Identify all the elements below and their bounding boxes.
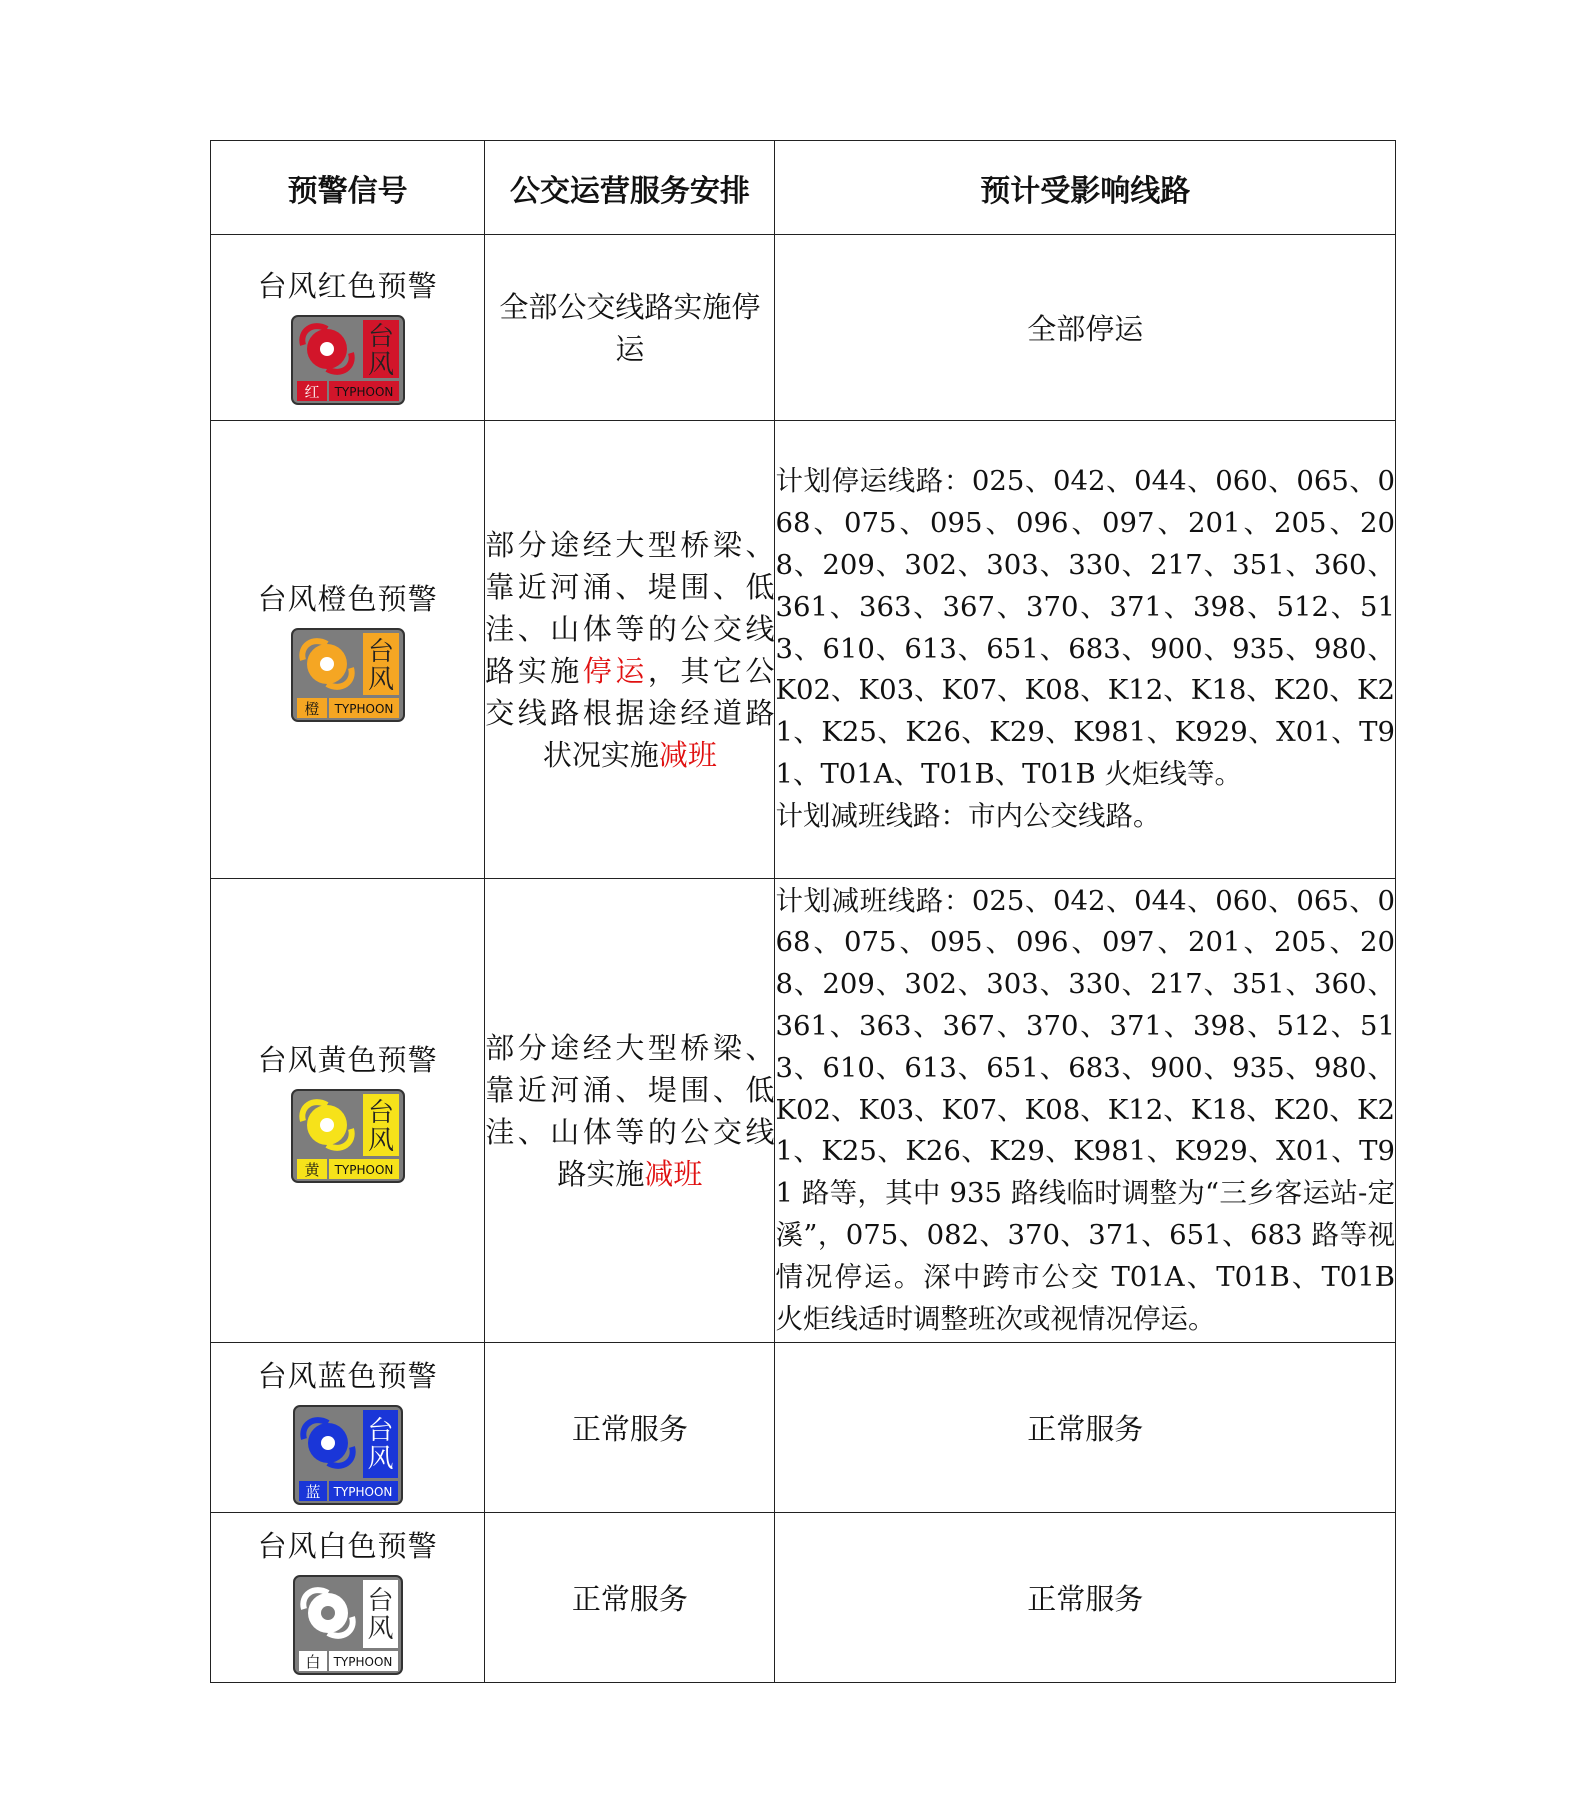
svg-text:红: 红 — [304, 383, 320, 401]
svg-text:蓝: 蓝 — [305, 1483, 321, 1501]
signal-label: 台风红色预警 — [257, 269, 438, 303]
icon-title-char: 风 — [367, 1444, 394, 1474]
service-cell: 正常服务 — [485, 1513, 775, 1683]
typhoon-red-icon — [291, 315, 405, 405]
icon-title-char: 台 — [367, 1416, 394, 1446]
typhoon-blue-icon — [293, 1405, 403, 1505]
icon-title-char: 风 — [367, 665, 394, 695]
signal-cell — [211, 421, 485, 879]
signal-label: 台风黄色预警 — [257, 1043, 438, 1077]
svg-text:TYPHOON: TYPHOON — [334, 1163, 394, 1177]
svg-text:TYPHOON: TYPHOON — [333, 1655, 393, 1669]
highlight-reduce: 减班 — [644, 1156, 703, 1191]
routes-cell: 正常服务 — [775, 1513, 1396, 1683]
service-cell: 部分途经大型桥梁、靠近河涌、堤围、低洼、山体等的公交线路实施减班 — [485, 879, 775, 1343]
typhoon-orange-icon — [291, 628, 405, 722]
table-row — [211, 1343, 1396, 1513]
typhoon-bus-table — [210, 140, 1396, 1683]
signal-cell — [211, 1343, 485, 1513]
icon-title-char: 台 — [367, 1586, 394, 1616]
routes-cell — [775, 879, 1396, 1343]
signal-label: 台风蓝色预警 — [257, 1359, 438, 1393]
typhoon-yellow-icon — [291, 1089, 405, 1183]
signal-cell — [211, 879, 485, 1343]
table-row — [211, 1513, 1396, 1683]
signal-label: 台风白色预警 — [257, 1529, 438, 1563]
routes-cell — [775, 421, 1396, 879]
icon-title-char: 风 — [367, 1126, 394, 1156]
routes-cell: 全部停运 — [775, 235, 1396, 421]
highlight-reduce: 减班 — [658, 737, 717, 772]
header-signal: 预警信号 — [211, 141, 485, 235]
icon-title-char: 台 — [367, 322, 394, 352]
routes-cell: 正常服务 — [775, 1343, 1396, 1513]
svg-text:TYPHOON: TYPHOON — [334, 702, 394, 716]
header-routes: 预计受影响线路 — [775, 141, 1396, 235]
table-row — [211, 421, 1396, 879]
header-row — [211, 141, 1396, 235]
typhoon-white-icon — [293, 1575, 403, 1675]
icon-title-char: 风 — [367, 1614, 394, 1644]
icon-title-char: 台 — [367, 637, 394, 667]
icon-title-char: 台 — [367, 1098, 394, 1128]
svg-text:黄: 黄 — [304, 1161, 320, 1179]
routes-reduce-list: 计划减班线路：025、042、044、060、065、068、075、095、096、097、201、205、208、209、302、303、330、217、351、360、361、363、367、370、371、398、512、513、610、613、651、683、900、935、980、K02、K03、K07、K08、K12、K18、K20、K21、K25、K26、K29、K981、K929、X01、T91 路等，其中 935 路线临时调整为“三乡客运站-定溪”，075、082、370、371、651、683 路等视情况停运。深中跨市公交 T01A、T01B、T01B 火炬线适时调整班次或视情况停运。 — [775, 884, 1395, 1335]
routes-reduce-list: 计划减班线路：市内公交线路。 — [775, 799, 1161, 832]
table-row — [211, 235, 1396, 421]
service-cell: 部分途经大型桥梁、靠近河涌、堤围、低洼、山体等的公交线路实施停运，其它公交线路根据途经道路状况实施减班 — [485, 421, 775, 879]
svg-text:TYPHOON: TYPHOON — [333, 1485, 393, 1499]
routes-stop-list: 计划停运线路：025、042、044、060、065、068、075、095、096、097、201、205、208、209、302、303、330、217、351、360、361、363、367、370、371、398、512、513、610、613、651、683、900、935、980、K02、K03、K07、K08、K12、K18、K20、K21、K25、K26、K29、K981、K929、X01、T91、T01A、T01B、T01B 火炬线等。 — [775, 465, 1395, 790]
signal-cell — [211, 1513, 485, 1683]
service-cell: 正常服务 — [485, 1343, 775, 1513]
signal-cell — [211, 235, 485, 421]
svg-text:橙: 橙 — [304, 700, 320, 718]
svg-text:白: 白 — [305, 1653, 321, 1671]
header-service: 公交运营服务安排 — [485, 141, 775, 235]
service-cell: 全部公交线路实施停运 — [485, 235, 775, 421]
signal-label: 台风橙色预警 — [257, 582, 438, 616]
icon-title-char: 风 — [367, 350, 394, 380]
table-row — [211, 879, 1396, 1343]
highlight-stop: 停运 — [582, 653, 648, 688]
svg-text:TYPHOON: TYPHOON — [334, 385, 394, 399]
